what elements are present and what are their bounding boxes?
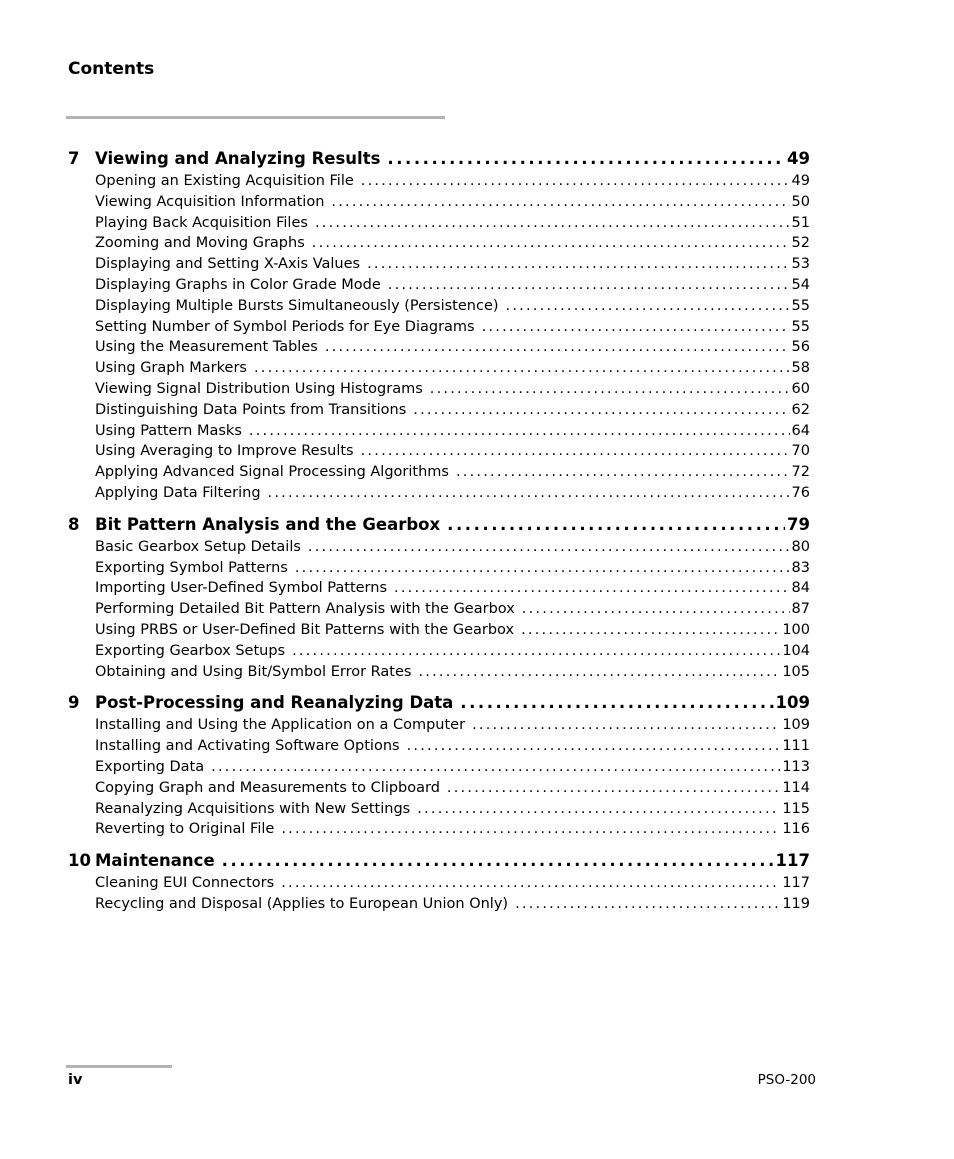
section-title: Opening an Existing Acquisition File — [95, 173, 354, 189]
dot-leader — [418, 662, 780, 683]
dot-leader — [254, 358, 790, 379]
section-page-number: 70 — [791, 443, 810, 460]
dot-leader — [447, 778, 780, 799]
toc-section-entry[interactable] — [68, 192, 810, 213]
dot-leader — [331, 192, 789, 213]
toc-section-entry[interactable] — [68, 778, 810, 799]
section-title: Using Pattern Masks — [95, 422, 242, 439]
footer-rule — [66, 1065, 172, 1068]
toc-chapter-entry[interactable] — [68, 513, 810, 537]
toc-section-entry[interactable] — [68, 421, 810, 442]
section-page-number: 53 — [791, 256, 810, 273]
toc-section-list — [68, 171, 810, 504]
dot-leader — [430, 379, 790, 400]
dot-leader — [447, 513, 785, 537]
dot-leader — [295, 558, 790, 579]
section-page-number: 105 — [782, 663, 810, 680]
dot-leader — [325, 337, 790, 358]
section-title: Using Averaging to Improve Results — [95, 443, 354, 460]
section-page-number: 111 — [782, 738, 810, 755]
section-title: Viewing Acquisition Information — [95, 193, 325, 210]
section-page-number: 76 — [791, 484, 810, 501]
dot-leader — [521, 620, 780, 641]
toc-chapter — [68, 147, 810, 504]
toc-section-entry[interactable] — [68, 275, 810, 296]
toc-section-entry[interactable] — [68, 213, 810, 234]
toc-section-entry[interactable] — [68, 379, 810, 400]
section-title: Reanalyzing Acquisitions with New Settings — [95, 800, 411, 817]
chapter-page-number: 49 — [787, 149, 810, 168]
toc-section-entry[interactable] — [68, 254, 810, 275]
dot-leader — [472, 715, 780, 736]
toc-section-entry[interactable] — [68, 736, 810, 757]
dot-leader — [361, 171, 790, 192]
dot-leader — [413, 400, 789, 421]
section-page-number: 115 — [782, 800, 810, 817]
dot-leader — [249, 421, 790, 442]
toc-section-list — [68, 873, 810, 915]
section-title: Displaying Graphs in Color Grade Mode — [95, 276, 381, 293]
toc-section-entry[interactable] — [68, 337, 810, 358]
section-title: Exporting Data — [95, 758, 205, 775]
toc-section-entry[interactable] — [68, 358, 810, 379]
section-page-number: 54 — [791, 276, 810, 293]
dot-leader — [456, 462, 790, 483]
section-page-number: 113 — [782, 758, 810, 775]
toc-section-entry[interactable] — [68, 537, 810, 558]
section-title: Installing and Using the Application on a Computer — [95, 717, 466, 734]
section-title: Basic Gearbox Setup Details — [95, 538, 301, 555]
chapter-page-number: 117 — [775, 851, 810, 871]
chapter-page-number: 79 — [787, 514, 810, 534]
toc-section-entry[interactable] — [68, 171, 810, 192]
toc-chapter — [68, 849, 810, 915]
toc-section-entry[interactable] — [68, 894, 810, 915]
section-title: Applying Advanced Signal Processing Algorithms — [95, 464, 449, 481]
chapter-number: 10 — [68, 851, 91, 871]
section-page-number: 80 — [791, 538, 810, 555]
chapter-number: 9 — [68, 693, 80, 713]
section-title: Using the Measurement Tables — [95, 339, 318, 356]
dot-leader — [515, 894, 780, 915]
footer-product-name: PSO-200 — [757, 1072, 816, 1088]
section-title: Obtaining and Using Bit/Symbol Error Rates — [95, 663, 412, 680]
dot-leader — [388, 275, 790, 296]
section-page-number: 116 — [782, 821, 810, 838]
section-page-number: 119 — [782, 895, 810, 912]
dot-leader — [268, 483, 790, 504]
section-page-number: 55 — [791, 318, 810, 335]
dot-leader — [417, 799, 780, 820]
chapter-number: 8 — [68, 514, 80, 534]
chapter-title: Post-Processing and Reanalyzing Data — [95, 693, 454, 713]
dot-leader — [211, 757, 780, 778]
section-title: Using PRBS or User-Defined Bit Patterns with the Gearbox — [95, 621, 515, 638]
dot-leader — [315, 213, 790, 234]
toc-section-entry[interactable] — [68, 757, 810, 778]
section-title: Viewing Signal Distribution Using Histograms — [95, 380, 423, 397]
dot-leader — [387, 147, 785, 171]
dot-leader — [281, 819, 780, 840]
dot-leader — [394, 578, 790, 599]
section-page-number: 50 — [791, 193, 810, 210]
dot-leader — [292, 641, 780, 662]
toc-section-entry[interactable] — [68, 873, 810, 894]
toc-chapter-entry[interactable] — [68, 147, 810, 171]
toc-section-entry[interactable] — [68, 462, 810, 483]
section-title: Reverting to Original File — [95, 821, 275, 838]
toc-section-entry[interactable] — [68, 317, 810, 338]
toc-section-entry[interactable] — [68, 641, 810, 662]
section-title: Copying Graph and Measurements to Clipboard — [95, 779, 440, 796]
section-title: Playing Back Acquisition Files — [95, 214, 308, 231]
toc-section-list — [68, 715, 810, 840]
section-title: Exporting Symbol Patterns — [95, 559, 288, 576]
toc-section-entry[interactable] — [68, 819, 810, 840]
section-page-number: 87 — [791, 601, 810, 618]
dot-leader — [308, 537, 790, 558]
toc-section-entry[interactable] — [68, 799, 810, 820]
dot-leader — [522, 599, 790, 620]
section-title: Distinguishing Data Points from Transitions — [95, 401, 407, 418]
dot-leader — [312, 233, 790, 254]
section-page-number: 84 — [791, 580, 810, 597]
chapter-title: Bit Pattern Analysis and the Gearbox — [95, 514, 441, 534]
table-of-contents — [68, 147, 810, 924]
section-page-number: 100 — [782, 621, 810, 638]
dot-leader — [361, 441, 790, 462]
section-title: Exporting Gearbox Setups — [95, 642, 286, 659]
toc-section-entry[interactable] — [68, 483, 810, 504]
chapter-number: 7 — [68, 149, 80, 168]
toc-section-entry[interactable] — [68, 233, 810, 254]
chapter-title: Viewing and Analyzing Results — [95, 149, 381, 168]
section-title: Using Graph Markers — [95, 360, 247, 377]
section-page-number: 117 — [782, 875, 810, 892]
footer-page-number: iv — [68, 1072, 83, 1088]
section-page-number: 104 — [782, 642, 810, 659]
section-page-number: 60 — [791, 380, 810, 397]
toc-section-entry[interactable] — [68, 662, 810, 683]
section-page-number: 51 — [791, 214, 810, 231]
section-page-number: 72 — [791, 464, 810, 481]
chapter-title: Maintenance — [95, 851, 215, 871]
section-title: Recycling and Disposal (Applies to European Union Only) — [95, 895, 509, 912]
dot-leader — [281, 873, 780, 894]
section-title: Installing and Activating Software Options — [95, 738, 400, 755]
chapter-page-number: 109 — [775, 693, 810, 713]
section-title: Applying Data Filtering — [95, 484, 261, 501]
dot-leader — [407, 736, 781, 757]
toc-section-entry[interactable] — [68, 599, 810, 620]
toc-chapter — [68, 691, 810, 840]
section-title: Setting Number of Symbol Periods for Eye Diagrams — [95, 318, 475, 335]
section-page-number: 114 — [782, 779, 810, 796]
section-page-number: 64 — [791, 422, 810, 439]
section-page-number: 55 — [791, 297, 810, 314]
toc-section-entry[interactable] — [68, 400, 810, 421]
section-title: Zooming and Moving Graphs — [95, 235, 305, 252]
toc-section-entry[interactable] — [68, 441, 810, 462]
toc-section-entry[interactable] — [68, 296, 810, 317]
toc-section-entry[interactable] — [68, 620, 810, 641]
dot-leader — [367, 254, 789, 275]
dot-leader — [506, 296, 790, 317]
section-page-number: 56 — [791, 339, 810, 356]
section-title: Importing User-Defined Symbol Patterns — [95, 580, 387, 597]
toc-section-entry[interactable] — [68, 578, 810, 599]
section-title: Displaying and Setting X-Axis Values — [95, 256, 361, 273]
toc-chapter-entry[interactable] — [68, 691, 810, 715]
section-page-number: 58 — [791, 360, 810, 377]
section-page-number: 109 — [782, 717, 810, 734]
dot-leader — [222, 849, 774, 873]
section-page-number: 83 — [791, 559, 810, 576]
header-rule — [66, 116, 445, 119]
dot-leader — [482, 317, 790, 338]
toc-section-entry[interactable] — [68, 558, 810, 579]
section-title: Performing Detailed Bit Pattern Analysis with the Gearbox — [95, 601, 515, 618]
section-page-number: 62 — [791, 401, 810, 418]
section-page-number: 52 — [791, 235, 810, 252]
section-title: Displaying Multiple Bursts Simultaneously (Persistence) — [95, 297, 499, 314]
toc-section-list — [68, 537, 810, 683]
toc-section-entry[interactable] — [68, 715, 810, 736]
section-page-number: 49 — [791, 173, 810, 189]
toc-chapter-entry[interactable] — [68, 849, 810, 873]
section-title: Cleaning EUI Connectors — [95, 875, 275, 892]
page-header-title: Contents — [68, 59, 155, 79]
dot-leader — [460, 691, 773, 715]
toc-chapter — [68, 513, 810, 683]
